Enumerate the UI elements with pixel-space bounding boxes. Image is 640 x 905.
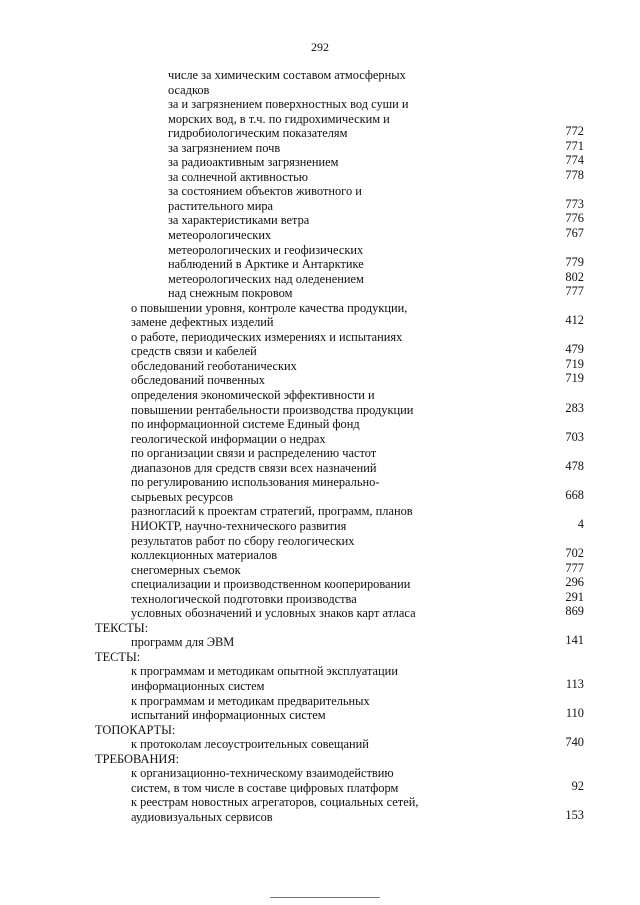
- index-line: [0, 475, 640, 490]
- entry-text: по регулированию использования минерально-: [131, 475, 380, 490]
- index-line: [0, 373, 640, 388]
- index-line: [0, 213, 640, 228]
- entry-text: к реестрам новостных агрегаторов, социальных сетей,: [131, 795, 419, 810]
- entry-text: по информационной системе Единый фонд: [131, 417, 360, 432]
- entry-number: 771: [565, 138, 584, 153]
- index-line: [0, 112, 640, 127]
- entry-text: диапазонов для средств связи всех назначений: [131, 460, 377, 475]
- entry-text: аудиовизуальных сервисов: [131, 809, 273, 824]
- entry-number: 4: [577, 516, 584, 531]
- entry-text: повышении рентабельности производства продукции: [131, 402, 414, 417]
- index-line: [0, 301, 640, 316]
- entry-text: по организации связи и распределению частот: [131, 446, 377, 461]
- entry-number: 703: [565, 429, 584, 444]
- entry-text: обследований геоботанических: [131, 358, 297, 373]
- entry-text: морских вод, в т.ч. по гидрохимическим и: [168, 111, 390, 126]
- entry-number: 869: [565, 604, 584, 619]
- entry-text: снегомерных съемок: [131, 562, 241, 577]
- entry-text: за солнечной активностью: [168, 169, 309, 184]
- entry-text: разногласий к проектам стратегий, программ, планов: [131, 504, 413, 519]
- entry-text: сырьевых ресурсов: [131, 489, 233, 504]
- entry-text: ТОПОКАРТЫ:: [95, 722, 176, 737]
- index-line: [0, 257, 640, 272]
- entry-text: к организационно-техническому взаимодействию: [131, 766, 394, 781]
- index-line: [0, 807, 640, 825]
- entry-number: 776: [565, 211, 584, 226]
- entry-text: метеорологических над оледенением: [168, 271, 364, 286]
- entry-text: ТЕСТЫ:: [95, 649, 141, 664]
- entry-text: о работе, периодических измерениях и испытаниях: [131, 329, 403, 344]
- index-line: [0, 752, 640, 767]
- entry-text: НИОКТР, научно-технического развития: [131, 518, 347, 533]
- entry-text: за загрязнением почв: [168, 140, 281, 155]
- entry-text: информационных систем: [131, 678, 265, 693]
- entry-text: результатов работ по сбору геологических: [131, 533, 355, 548]
- index-line: [0, 400, 640, 418]
- entry-text: к программам и методикам опытной эксплуатации: [131, 664, 398, 679]
- index-line: [0, 269, 640, 287]
- index-line: [0, 577, 640, 592]
- entry-text: осадков: [168, 82, 210, 97]
- entry-text: определения экономической эффективности и: [131, 388, 375, 403]
- entry-number: 113: [565, 676, 584, 691]
- entry-text: средств связи и кабелей: [131, 344, 257, 359]
- index-line: [0, 68, 640, 83]
- entry-text: за характеристиками ветра: [168, 213, 310, 228]
- entry-text: к протоколам лесоустроительных совещаний: [131, 737, 369, 752]
- entry-text: условных обозначений и условных знаков карт атласа: [131, 606, 416, 621]
- entry-text: гидробиологическим показателям: [168, 126, 348, 141]
- index-line: [0, 446, 640, 461]
- entry-number: 92: [571, 778, 584, 793]
- entry-text: метеорологических и геофизических: [168, 242, 364, 257]
- entry-number: 478: [565, 458, 584, 473]
- entry-text: числе за химическим составом атмосферных: [168, 68, 406, 82]
- index-line: [0, 650, 640, 665]
- entry-number: 779: [565, 255, 584, 270]
- entry-text: за состоянием объектов животного и: [168, 184, 362, 199]
- index-line: [0, 196, 640, 214]
- page-number: 292: [311, 40, 329, 54]
- index-line: [0, 155, 640, 170]
- entry-number: 479: [565, 342, 584, 357]
- entry-number: 777: [565, 560, 584, 575]
- index-line: [0, 356, 640, 374]
- entry-text: замене дефектных изделий: [131, 315, 274, 330]
- index-line: [0, 487, 640, 505]
- entry-text: ТЕКСТЫ:: [95, 620, 149, 635]
- entry-number: 283: [565, 400, 584, 415]
- entry-text: обследований почвенных: [131, 373, 265, 388]
- index-line: [0, 138, 640, 156]
- index-line: [0, 504, 640, 519]
- index-line: [0, 589, 640, 607]
- index-line: [0, 621, 640, 636]
- index-line: [0, 184, 640, 199]
- entry-number: 778: [565, 167, 584, 182]
- entry-text: наблюдений в Арктике и Антарктике: [168, 257, 364, 272]
- index-line: [0, 766, 640, 781]
- entry-text: растительного мира: [168, 198, 274, 213]
- entry-number: 141: [565, 633, 584, 648]
- entry-number: 767: [565, 226, 584, 241]
- entry-text: программ для ЭВМ: [131, 635, 235, 650]
- index-line: [0, 534, 640, 549]
- index-line: [0, 330, 640, 345]
- index-line: [0, 344, 640, 359]
- index-line: [0, 606, 640, 621]
- index-line: [0, 286, 640, 301]
- index-line: [0, 83, 640, 98]
- entry-number: 719: [565, 356, 584, 371]
- entry-text: технологической подготовки производства: [131, 591, 357, 606]
- index-line: [0, 694, 640, 709]
- entry-text: специализации и производственном кооперировании: [131, 577, 411, 592]
- entry-number: 153: [565, 807, 584, 822]
- entry-text: ТРЕБОВАНИЯ:: [95, 751, 180, 766]
- index-line: [0, 126, 640, 141]
- entry-number: 802: [565, 269, 584, 284]
- entry-number: 668: [565, 487, 584, 502]
- index-line: [0, 516, 640, 534]
- index-line: [0, 458, 640, 476]
- index-line: [0, 778, 640, 796]
- entry-number: 774: [565, 153, 584, 168]
- bottom-rule: [270, 897, 380, 898]
- entry-number: 110: [565, 706, 584, 721]
- index-line: [0, 560, 640, 578]
- entry-number: 719: [565, 371, 584, 386]
- index-line: [0, 388, 640, 403]
- entry-number: 772: [565, 124, 584, 139]
- index-line: [0, 664, 640, 679]
- index-line: [0, 167, 640, 185]
- index-line: [0, 429, 640, 447]
- entry-text: коллекционных материалов: [131, 548, 278, 563]
- index-line: [0, 635, 640, 650]
- entry-number: 291: [565, 589, 584, 604]
- entry-number: 296: [565, 575, 584, 590]
- entry-text: к программам и методикам предварительных: [131, 693, 370, 708]
- entry-text: геологической информации о недрах: [131, 431, 326, 446]
- index-line: [0, 243, 640, 258]
- entry-number: 702: [565, 546, 584, 561]
- index-line: [0, 676, 640, 694]
- index-entries: [0, 68, 640, 824]
- entry-number: 740: [565, 735, 584, 750]
- index-line: [0, 97, 640, 112]
- entry-text: над снежным покровом: [168, 286, 293, 301]
- index-line: [0, 708, 640, 723]
- entry-text: о повышении уровня, контроле качества продукции,: [131, 300, 408, 315]
- index-line: [0, 737, 640, 752]
- index-line: [0, 315, 640, 330]
- index-line: [0, 417, 640, 432]
- entry-number: 412: [565, 313, 584, 328]
- entry-text: систем, в том числе в составе цифровых платформ: [131, 780, 399, 795]
- entry-text: испытаний информационных систем: [131, 708, 326, 723]
- entry-number: 773: [565, 196, 584, 211]
- index-line: [0, 548, 640, 563]
- entry-text: метеорологических: [168, 228, 272, 243]
- index-line: [0, 723, 640, 738]
- entry-text: за и загрязнением поверхностных вод суши и: [168, 97, 409, 112]
- entry-number: 777: [565, 284, 584, 299]
- index-line: [0, 795, 640, 810]
- index-line: [0, 228, 640, 243]
- entry-text: за радиоактивным загрязнением: [168, 155, 339, 170]
